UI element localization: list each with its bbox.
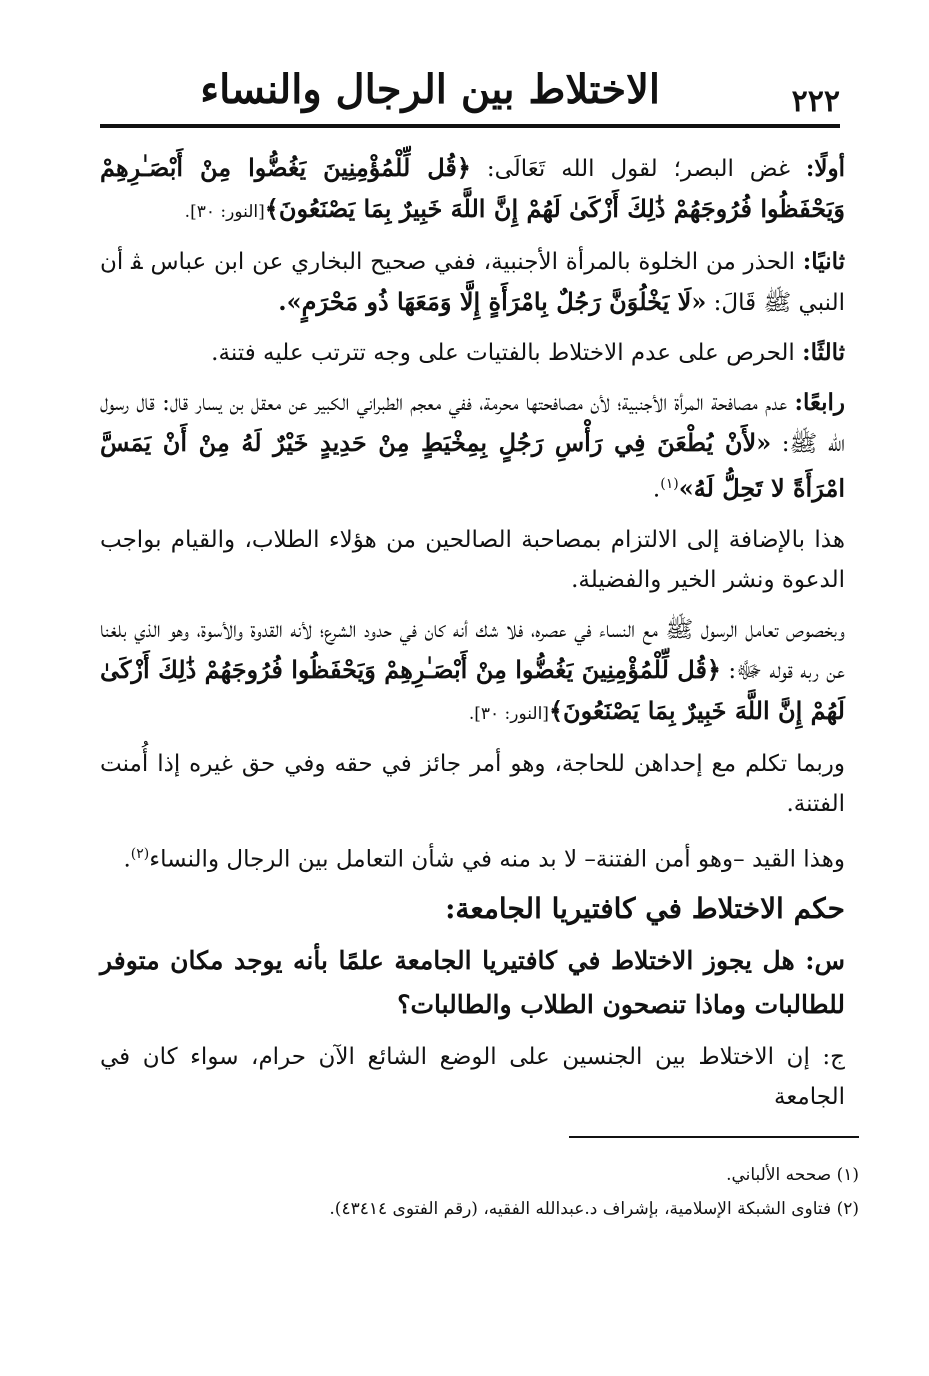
question-text: س: هل يجوز الاختلاط في كافتيريا الجامعة علمًا بأنه يوجد مكان متوفر للطالبات وماذا تنصحون الطلاب والطالبات؟	[100, 946, 845, 1020]
paragraph-fourth	[100, 383, 845, 510]
header-rule	[100, 124, 840, 128]
quran-verse: ﴿قُل لِّلْمُؤْمِنِينَ يَغُضُّوا مِنْ أَبْصَـٰرِهِمْ وَيَحْفَظُوا فُرُوجَهُمْ ذَٰلِكَ أَزْكَىٰ لَهُمْ إِنَّ اللَّهَ خَبِيرٌ بِمَا يَصْنَعُونَ﴾	[100, 153, 845, 223]
section-heading: حكم الاختلاط في كافتيريا الجامعة:	[445, 892, 845, 926]
sentence-end: .	[123, 846, 131, 873]
page-number: ٢٢٢	[791, 84, 840, 119]
hadith-text: «لَا يَخْلُوَنَّ رَجُلٌ بِامْرَأَةٍ إِلَّا وَمَعَهَا ذُو مَحْرَمٍ».	[278, 287, 707, 316]
paragraph-lead: ثانيًا:	[802, 248, 845, 275]
footnote-marker: (١)	[660, 476, 679, 492]
paragraph-text: غض البصر؛ لقول الله تَعَالَى:	[470, 156, 806, 182]
paragraph-text: الحرص على عدم الاختلاط بالفتيات على وجه تترتب عليه فتنة.	[211, 340, 803, 366]
paragraph-third	[100, 333, 845, 373]
hadith-text: «لأَنْ يُطْعَنَ فِي رَأْسِ رَجُلٍ بِمِخْيَطٍ مِنْ حَدِيدٍ خَيْرٌ لَهُ مِنْ أَنْ يَمَسَّ امْرَأَةً لا تَحِلُّ لَهُ»	[100, 428, 845, 503]
paragraph-sixth	[100, 610, 845, 734]
page-header	[100, 62, 840, 122]
paragraph-text: عدم مصافحة المرأة الأجنبية؛ لأن مصافحتها محرمة، ففي معجم الطبراني الكبير عن معقل بن يسار قال: قال رسول الله ﷺ:	[100, 390, 846, 457]
paragraph-second	[100, 242, 845, 323]
verse-reference: [النور: ٣٠].	[184, 202, 265, 222]
answer-text: ج: إن الاختلاط بين الجنسين على الوضع الشائع الآن حرام، سواء كان في الجامعة	[100, 1044, 845, 1111]
paragraph-lead: أولًا:	[805, 155, 845, 182]
page-body	[100, 148, 845, 1127]
paragraph-text: وبخصوص تعامل الرسول ﷺ مع النساء في عصره، فلا شك أنه كان في حدود الشرع؛ لأنه القدوة والأسوة، وهو الذي بلغنا عن ربه قوله ﷻ:	[100, 616, 846, 684]
paragraph-lead: رابعًا:	[794, 389, 845, 416]
paragraph-fifth: هذا بالإضافة إلى الالتزام بمصاحبة الصالحين من هؤلاء الطلاب، والقيام بواجب الدعوة ونشر الخير والفضيلة.	[100, 526, 845, 593]
paragraph-first	[100, 148, 845, 232]
book-title: الاختلاط بين الرجال والنساء	[200, 66, 660, 113]
footnote-rule	[569, 1136, 859, 1138]
quran-verse: ﴿قُل لِّلْمُؤْمِنِينَ يَغُضُّوا مِنْ أَبْصَـٰرِهِمْ وَيَحْفَظُوا فُرُوجَهُمْ ذَٰلِكَ أَزْكَىٰ لَهُمْ إِنَّ اللَّهَ خَبِيرٌ بِمَا يَصْنَعُونَ﴾	[100, 654, 845, 725]
footnote-marker: (٢)	[130, 845, 150, 862]
paragraph-eighth	[100, 834, 845, 880]
paragraph-lead: ثالثًا:	[802, 339, 845, 366]
paragraph-text: وهذا القيد –وهو أمن الفتنة– لا بد منه في شأن التعامل بين الرجال والنساء	[149, 846, 845, 873]
paragraph-seventh: وربما تكلم مع إحداهن للحاجة، وهو أمر جائز في حقه وفي حق غيره إذا أُمنت الفتنة.	[100, 750, 845, 817]
footnote-item: (١) صححه الألباني.	[726, 1165, 859, 1185]
sentence-end: .	[652, 476, 661, 503]
footnote-item: (٢) فتاوى الشبكة الإسلامية، بإشراف د.عبدالله الفقيه، (رقم الفتوى ٤٣٤١٤).	[329, 1199, 859, 1219]
paragraph-text: الحذر من الخلوة بالمرأة الأجنبية، ففي صحيح البخاري عن ابن عباس ﭭ أن النبي ﷺ قَالَ:	[100, 249, 845, 316]
verse-reference: [النور: ٣٠].	[468, 703, 549, 724]
footnotes	[99, 1158, 859, 1226]
